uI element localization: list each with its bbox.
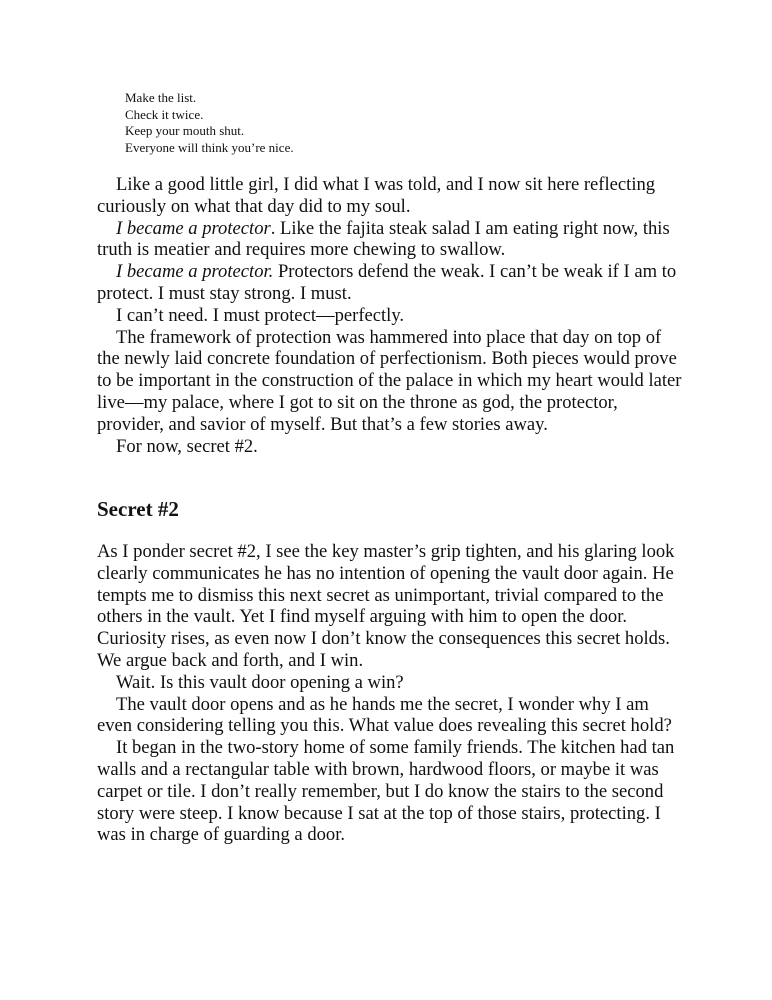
- paragraph-text: Protectors defend the weak. I can’t be weak if I am to protect. I must stay strong. I must.: [97, 261, 677, 304]
- section-heading: Secret #2: [97, 497, 179, 521]
- paragraph: As I ponder secret #2, I see the key master’s grip tighten, and his glaring look clearly communicates he has no intention of opening the vault door again. He tempts me to dismiss this next secret as unimportant, trivial compared to the others in the vault. Yet I find myself arguing with him to open the door. Curiosity rises, as even now I don’t know the consequences this secret holds. We argue back and forth, and I win.: [97, 541, 675, 671]
- poem-line: Everyone will think you’re nice.: [125, 139, 294, 155]
- section-one-text: [97, 174, 687, 457]
- poem-block: [125, 90, 294, 156]
- section-two-text: [97, 541, 687, 846]
- poem-line: Keep your mouth shut.: [125, 123, 245, 138]
- italic-phrase: I became a protector: [116, 217, 271, 239]
- paragraph-text: . Like the fajita steak salad I am eating right now, this truth is meatier and requires more chewing to swallow.: [97, 217, 670, 261]
- italic-phrase: I became a protector.: [116, 261, 274, 283]
- poem-line: Make the list.: [125, 90, 197, 105]
- paragraph: The vault door opens and as he hands me the secret, I wonder why I am even considering telling you this. What value does revealing this secret hold?: [97, 693, 672, 737]
- paragraph: I can’t need. I must protect—perfectly.: [116, 304, 405, 326]
- paragraph: Like a good little girl, I did what I was told, and I now sit here reflecting curiously on what that day did to my soul.: [97, 174, 656, 217]
- paragraph: It began in the two-story home of some family friends. The kitchen had tan walls and a rectangular table with brown, hardwood floors, or maybe it was carpet or tile. I don’t really remember, but I do know the stairs to the second story were steep. I know because I sat at the top of those stairs, protecting. I was in charge of guarding a door.: [97, 737, 675, 846]
- paragraph: [97, 261, 687, 305]
- poem-line: Check it twice.: [125, 106, 204, 122]
- paragraph: The framework of protection was hammered into place that day on top of the newly laid concrete foundation of perfectionism. Both pieces would prove to be important in the construction of the palace in which my heart would later live—my palace, where I got to sit on the throne as god, the protector, provider, and savior of myself. But that’s a few stories away.: [97, 326, 682, 435]
- paragraph: Wait. Is this vault door opening a win?: [116, 671, 404, 693]
- paragraph: For now, secret #2.: [116, 435, 258, 457]
- paragraph: [97, 218, 687, 262]
